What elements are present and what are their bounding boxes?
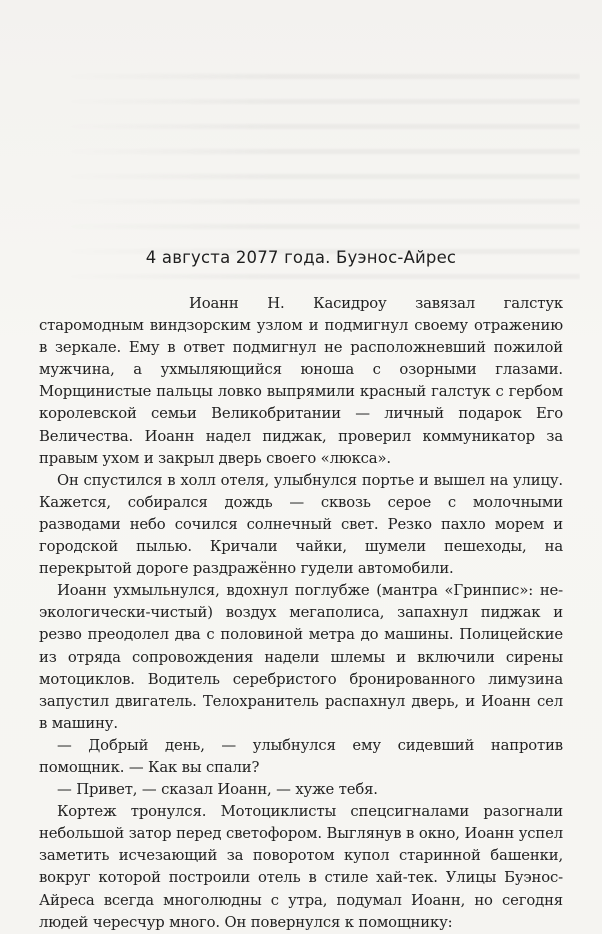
- chapter-heading: 4 августа 2077 года. Буэнос-Айрес: [145, 248, 457, 267]
- paragraph-1: Иоанн Н. Касидроу завязал галстук старомодным виндзорским узлом и подмигнул своему отражению в зеркале. Ему в ответ подмигнул не расположневший пожилой мужчина, а ухмыляющийся юноша с озорными глазами. Морщинистые пальцы ловко выпрямили красный галстук с гербом королевской семьи Великобритании — личный подарок Его Величества. Иоанн надел пиджак, проверил коммуникатор за правым ухом и закрыл дверь своего «люкса».: [39, 295, 563, 467]
- paragraph-2: Он спустился в холл отеля, улыбнулся портье и вышел на улицу. Кажется, собирался дождь — сквозь серое с молочными разводами небо сочился солнечный свет. Резко пахло морем и городской пылью. Кричали чайки, шумели пешеходы, на перекрытой дороге раздражённо гудели автомобили.: [39, 471, 563, 578]
- paragraph-6: Кортеж тронулся. Мотоциклисты спецсигналами разогнали небольшой затор перед светофором. Выглянув в окно, Иоанн успел заметить исчезающий за поворотом купол старинной башенки, вокруг которой построили отель в стиле хай-тек. Улицы Буэнос-Айреса всегда многолюдны с утра, подумал Иоанн, но сегодня людей чересчур много. Он повернулся к помощнику:: [39, 803, 563, 931]
- body-text: [39, 293, 563, 934]
- paragraph-5: — Привет, — сказал Иоанн, — хуже тебя.: [57, 781, 378, 799]
- paragraph-3: Иоанн ухмыльнулся, вдохнул поглубже (мантра «Гринпис»: не-экологически-чистый) воздух мегаполиса, запахнул пиджак и резво преодолел два с половиной метра до машины. Полицейские из отряда сопровождения надели шлемы и включили сирены мотоциклов. Водитель серебристого бронированного лимузина запустил двигатель. Телохранитель распахнул дверь, и Иоанн сел в машину.: [39, 582, 563, 732]
- paragraph-4: — Добрый день, — улыбнулся ему сидевший напротив помощник. — Как вы спали?: [39, 736, 563, 776]
